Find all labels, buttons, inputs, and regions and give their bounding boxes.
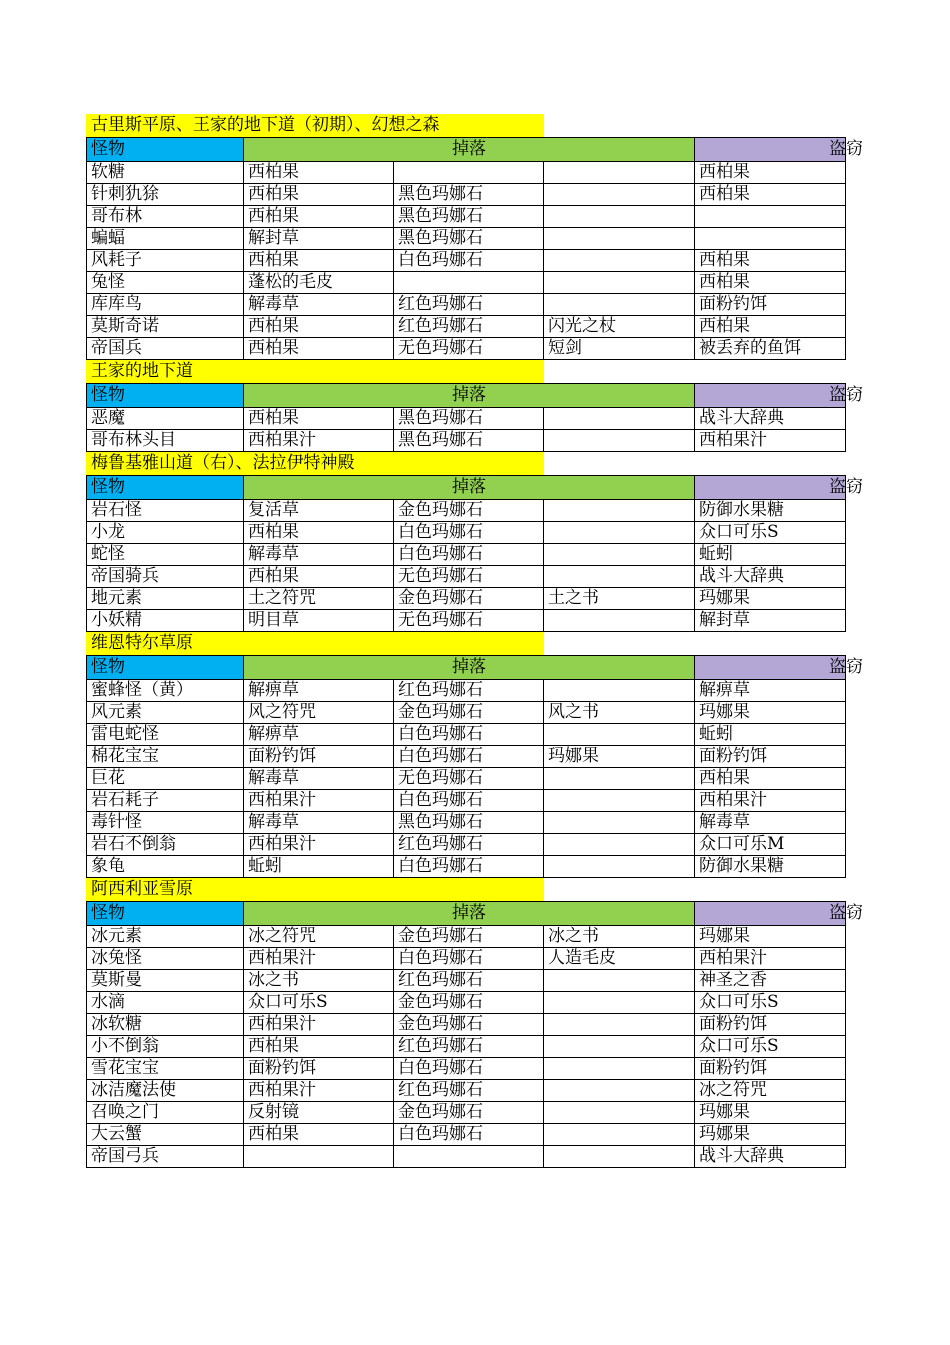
cell-drop-1[interactable]: 面粉钓饵 [244,1058,394,1080]
cell-drop-2[interactable]: 无色玛娜石 [394,338,544,360]
cell-monster[interactable]: 蛇怪 [87,544,244,566]
cell-monster[interactable]: 冰洁魔法使 [87,1080,244,1102]
cell-drop-2[interactable]: 金色玛娜石 [394,702,544,724]
cell-drop-2[interactable]: 金色玛娜石 [394,1014,544,1036]
cell-drop-1[interactable]: 风之符咒 [244,702,394,724]
cell-steal[interactable]: 解毒草 [695,812,846,834]
cell-drop-1[interactable]: 蚯蚓 [244,856,394,878]
cell-drop-1[interactable]: 冰之符咒 [244,926,394,948]
table-row [87,1080,846,1102]
cell-steal[interactable]: 蚯蚓 [695,544,846,566]
cell-drop-1[interactable]: 冰之书 [244,970,394,992]
table-row [87,1124,846,1146]
cell-drop-2[interactable]: 黑色玛娜石 [394,812,544,834]
cell-drop-3[interactable]: 短剑 [544,338,695,360]
header-steal-label: 盗窃 [829,657,864,677]
table-row [87,250,846,272]
table-row [87,992,846,1014]
header-monster[interactable]: 怪物 [87,476,244,500]
cell-monster[interactable]: 象龟 [87,856,244,878]
cell-steal[interactable]: 西柏果 [695,316,846,338]
table-row [87,588,846,610]
cell-drop-1[interactable]: 西柏果 [244,316,394,338]
cell-drop-3[interactable] [544,228,695,250]
cell-monster[interactable]: 帝国兵 [87,338,244,360]
cell-monster[interactable]: 风耗子 [87,250,244,272]
table-row [87,1058,846,1080]
table-row [87,1036,846,1058]
cell-steal[interactable]: 冰之符咒 [695,1080,846,1102]
cell-monster[interactable]: 蜜蜂怪（黄） [87,680,244,702]
cell-drop-3[interactable] [544,430,695,452]
cell-drop-3[interactable] [544,768,695,790]
header-monster[interactable]: 怪物 [87,138,244,162]
section-title-row [86,114,846,137]
cell-drop-3[interactable] [544,1058,695,1080]
cell-steal[interactable]: 解痹草 [695,680,846,702]
cell-monster[interactable]: 帝国骑兵 [87,566,244,588]
cell-drop-2[interactable]: 红色玛娜石 [394,294,544,316]
section-title-row [86,632,846,655]
cell-drop-3[interactable] [544,834,695,856]
cell-steal[interactable]: 众口可乐S [695,992,846,1014]
cell-monster[interactable]: 哥布林 [87,206,244,228]
header-drop[interactable]: 掉落 [244,656,695,680]
cell-drop-2[interactable]: 无色玛娜石 [394,610,544,632]
header-drop[interactable]: 掉落 [244,138,695,162]
table-row [87,1014,846,1036]
cell-drop-1[interactable] [244,1146,394,1168]
cell-drop-3[interactable] [544,610,695,632]
header-row [87,656,846,680]
table-row [87,184,846,206]
cell-steal[interactable]: 玛娜果 [695,702,846,724]
section-title[interactable]: 古里斯平原、王家的地下道（初期）、幻想之森 [86,114,544,137]
cell-drop-3[interactable] [544,162,695,184]
table-row [87,680,846,702]
cell-drop-3[interactable] [544,566,695,588]
cell-drop-1[interactable]: 西柏果 [244,522,394,544]
header-monster[interactable]: 怪物 [87,902,244,926]
table-row [87,610,846,632]
cell-drop-2[interactable] [394,1146,544,1168]
cell-monster[interactable]: 毒针怪 [87,812,244,834]
header-steal[interactable] [695,902,864,926]
cell-drop-2[interactable]: 黑色玛娜石 [394,206,544,228]
cell-drop-2[interactable]: 黑色玛娜石 [394,408,544,430]
cell-drop-3[interactable] [544,1036,695,1058]
cell-drop-2[interactable]: 白色玛娜石 [394,250,544,272]
cell-drop-1[interactable]: 西柏果 [244,206,394,228]
section-title-row [86,452,846,475]
cell-steal[interactable]: 西柏果 [695,272,846,294]
cell-drop-3[interactable]: 玛娜果 [544,746,695,768]
table-row [87,790,846,812]
cell-drop-3[interactable] [544,184,695,206]
cell-monster[interactable]: 雷电蛇怪 [87,724,244,746]
header-row [87,476,846,500]
monster-table [86,655,864,878]
table-row [87,294,846,316]
cell-drop-3[interactable] [544,790,695,812]
table-row [87,522,846,544]
table-row [87,724,846,746]
cell-monster[interactable]: 风元素 [87,702,244,724]
cell-drop-3[interactable]: 土之书 [544,588,695,610]
monster-table [86,475,864,632]
cell-drop-2[interactable]: 白色玛娜石 [394,1124,544,1146]
cell-drop-2[interactable]: 黑色玛娜石 [394,228,544,250]
header-steal[interactable] [695,656,864,680]
header-steal[interactable] [695,138,864,162]
cell-steal[interactable]: 被丢弃的鱼饵 [695,338,846,360]
cell-steal[interactable]: 众口可乐S [695,522,846,544]
cell-monster[interactable]: 大云蟹 [87,1124,244,1146]
header-steal-label: 盗窃 [829,139,864,159]
header-drop[interactable]: 掉落 [244,902,695,926]
table-row [87,948,846,970]
cell-drop-3[interactable] [544,724,695,746]
cell-drop-3[interactable] [544,812,695,834]
cell-monster[interactable]: 兔怪 [87,272,244,294]
cell-drop-1[interactable]: 解痹草 [244,724,394,746]
section-title[interactable]: 王家的地下道 [86,360,544,383]
table-row [87,702,846,724]
cell-steal[interactable]: 西柏果 [695,768,846,790]
cell-monster[interactable]: 巨花 [87,768,244,790]
cell-drop-3[interactable] [544,408,695,430]
cell-drop-3[interactable] [544,1102,695,1124]
cell-drop-1[interactable]: 西柏果汁 [244,948,394,970]
section-title-row [86,360,846,383]
section-title[interactable]: 维恩特尔草原 [86,632,544,655]
cell-monster[interactable]: 地元素 [87,588,244,610]
cell-monster[interactable]: 蝙蝠 [87,228,244,250]
cell-drop-3[interactable]: 冰之书 [544,926,695,948]
cell-drop-2[interactable]: 白色玛娜石 [394,790,544,812]
cell-drop-1[interactable]: 西柏果 [244,1036,394,1058]
cell-drop-2[interactable]: 白色玛娜石 [394,948,544,970]
cell-steal[interactable]: 面粉钓饵 [695,1058,846,1080]
cell-monster[interactable]: 冰软糖 [87,1014,244,1036]
cell-monster[interactable]: 棉花宝宝 [87,746,244,768]
table-row [87,544,846,566]
cell-drop-2[interactable]: 无色玛娜石 [394,768,544,790]
header-monster[interactable]: 怪物 [87,384,244,408]
cell-drop-2[interactable]: 白色玛娜石 [394,724,544,746]
cell-monster[interactable]: 岩石耗子 [87,790,244,812]
cell-drop-1[interactable]: 明目草 [244,610,394,632]
table-row [87,408,846,430]
cell-drop-1[interactable]: 西柏果汁 [244,1080,394,1102]
cell-drop-1[interactable]: 土之符咒 [244,588,394,610]
cell-drop-1[interactable]: 西柏果 [244,566,394,588]
cell-monster[interactable]: 冰兔怪 [87,948,244,970]
cell-steal[interactable]: 众口可乐S [695,1036,846,1058]
cell-steal[interactable]: 西柏果汁 [695,948,846,970]
cell-drop-3[interactable] [544,1080,695,1102]
cell-steal[interactable]: 蚯蚓 [695,724,846,746]
cell-drop-1[interactable]: 西柏果汁 [244,834,394,856]
table-row [87,566,846,588]
cell-monster[interactable]: 水滴 [87,992,244,1014]
cell-steal[interactable]: 战斗大辞典 [695,1146,846,1168]
cell-drop-1[interactable]: 西柏果 [244,162,394,184]
monster-table [86,137,864,360]
cell-drop-1[interactable]: 蓬松的毛皮 [244,272,394,294]
cell-drop-1[interactable]: 西柏果汁 [244,790,394,812]
table-row [87,1102,846,1124]
cell-drop-2[interactable]: 白色玛娜石 [394,544,544,566]
cell-drop-3[interactable] [544,992,695,1014]
table-row [87,206,846,228]
table-row [87,162,846,184]
cell-drop-1[interactable]: 西柏果汁 [244,1014,394,1036]
table-row [87,338,846,360]
cell-steal[interactable]: 众口可乐M [695,834,846,856]
cell-monster[interactable]: 哥布林头目 [87,430,244,452]
cell-monster[interactable]: 针刺犰狳 [87,184,244,206]
cell-steal[interactable]: 西柏果汁 [695,430,846,452]
cell-drop-3[interactable] [544,272,695,294]
table-row [87,926,846,948]
section [86,632,864,878]
cell-drop-1[interactable]: 西柏果 [244,408,394,430]
cell-drop-3[interactable] [544,500,695,522]
cell-steal[interactable]: 玛娜果 [695,926,846,948]
cell-steal[interactable]: 西柏果 [695,162,846,184]
cell-drop-2[interactable]: 红色玛娜石 [394,834,544,856]
cell-drop-3[interactable] [544,1146,695,1168]
table-row [87,834,846,856]
cell-drop-1[interactable]: 解痹草 [244,680,394,702]
section-title[interactable]: 阿西利亚雪原 [86,878,544,901]
cell-steal[interactable]: 解封草 [695,610,846,632]
cell-drop-2[interactable]: 白色玛娜石 [394,1058,544,1080]
cell-drop-1[interactable]: 西柏果 [244,250,394,272]
cell-monster[interactable]: 小不倒翁 [87,1036,244,1058]
cell-steal[interactable]: 玛娜果 [695,588,846,610]
cell-drop-3[interactable] [544,856,695,878]
section [86,878,864,1168]
cell-steal[interactable]: 西柏果汁 [695,790,846,812]
cell-steal[interactable]: 面粉钓饵 [695,1014,846,1036]
cell-monster[interactable]: 雪花宝宝 [87,1058,244,1080]
cell-steal[interactable]: 面粉钓饵 [695,294,846,316]
cell-monster[interactable]: 莫斯奇诺 [87,316,244,338]
table-row [87,812,846,834]
cell-drop-2[interactable]: 红色玛娜石 [394,680,544,702]
cell-drop-1[interactable]: 西柏果 [244,338,394,360]
cell-drop-1[interactable]: 复活草 [244,500,394,522]
cell-steal[interactable] [695,206,846,228]
cell-drop-2[interactable]: 红色玛娜石 [394,1080,544,1102]
cell-steal[interactable]: 玛娜果 [695,1102,846,1124]
table-row [87,1146,846,1168]
cell-drop-3[interactable]: 风之书 [544,702,695,724]
spreadsheet [86,114,864,1168]
cell-steal[interactable]: 战斗大辞典 [695,408,846,430]
header-row [87,902,846,926]
cell-drop-3[interactable] [544,250,695,272]
cell-monster[interactable]: 召唤之门 [87,1102,244,1124]
header-steal-label: 盗窃 [829,477,864,497]
cell-drop-3[interactable]: 闪光之杖 [544,316,695,338]
cell-drop-2[interactable]: 白色玛娜石 [394,522,544,544]
cell-monster[interactable]: 岩石不倒翁 [87,834,244,856]
monster-table [86,901,864,1168]
cell-steal[interactable]: 面粉钓饵 [695,746,846,768]
cell-steal[interactable]: 防御水果糖 [695,856,846,878]
cell-drop-1[interactable]: 众口可乐S [244,992,394,1014]
cell-drop-2[interactable]: 黑色玛娜石 [394,184,544,206]
section [86,360,864,452]
cell-drop-3[interactable]: 人造毛皮 [544,948,695,970]
header-monster[interactable]: 怪物 [87,656,244,680]
table-row [87,228,846,250]
cell-monster[interactable]: 帝国弓兵 [87,1146,244,1168]
cell-drop-2[interactable]: 黑色玛娜石 [394,430,544,452]
table-row [87,856,846,878]
cell-monster[interactable]: 岩石怪 [87,500,244,522]
section [86,114,864,360]
section-title-row [86,878,846,901]
cell-drop-1[interactable]: 西柏果 [244,184,394,206]
cell-drop-3[interactable] [544,294,695,316]
cell-drop-3[interactable] [544,1014,695,1036]
cell-drop-2[interactable]: 金色玛娜石 [394,992,544,1014]
cell-steal[interactable]: 神圣之香 [695,970,846,992]
cell-steal[interactable]: 西柏果 [695,250,846,272]
cell-drop-1[interactable]: 解封草 [244,228,394,250]
table-row [87,970,846,992]
cell-drop-1[interactable]: 反射镜 [244,1102,394,1124]
cell-drop-3[interactable] [544,206,695,228]
cell-steal[interactable]: 防御水果糖 [695,500,846,522]
cell-drop-2[interactable]: 金色玛娜石 [394,1102,544,1124]
cell-steal[interactable] [695,228,846,250]
header-row [87,138,846,162]
cell-drop-3[interactable] [544,544,695,566]
header-steal-label: 盗窃 [829,903,864,923]
cell-drop-1[interactable]: 解毒草 [244,768,394,790]
cell-drop-2[interactable]: 红色玛娜石 [394,316,544,338]
header-steal[interactable] [695,384,864,408]
table-row [87,316,846,338]
header-steal[interactable] [695,476,864,500]
cell-drop-1[interactable]: 面粉钓饵 [244,746,394,768]
header-row [87,384,846,408]
table-row [87,430,846,452]
cell-steal[interactable]: 战斗大辞典 [695,566,846,588]
cell-drop-1[interactable]: 解毒草 [244,294,394,316]
header-drop[interactable]: 掉落 [244,384,695,408]
cell-monster[interactable]: 恶魔 [87,408,244,430]
table-row [87,746,846,768]
cell-monster[interactable]: 小妖精 [87,610,244,632]
section [86,452,864,632]
cell-drop-2[interactable]: 白色玛娜石 [394,856,544,878]
cell-monster[interactable]: 莫斯曼 [87,970,244,992]
table-row [87,272,846,294]
cell-drop-3[interactable] [544,522,695,544]
cell-steal[interactable]: 西柏果 [695,184,846,206]
cell-drop-2[interactable]: 金色玛娜石 [394,926,544,948]
cell-drop-2[interactable]: 无色玛娜石 [394,566,544,588]
cell-drop-1[interactable]: 西柏果汁 [244,430,394,452]
cell-drop-1[interactable]: 西柏果 [244,1124,394,1146]
cell-drop-3[interactable] [544,680,695,702]
cell-drop-2[interactable]: 金色玛娜石 [394,588,544,610]
cell-drop-1[interactable]: 解毒草 [244,544,394,566]
cell-monster[interactable]: 冰元素 [87,926,244,948]
header-drop[interactable]: 掉落 [244,476,695,500]
cell-drop-2[interactable]: 红色玛娜石 [394,970,544,992]
cell-drop-2[interactable]: 红色玛娜石 [394,1036,544,1058]
cell-drop-2[interactable]: 白色玛娜石 [394,746,544,768]
cell-drop-2[interactable] [394,272,544,294]
cell-monster[interactable]: 软糖 [87,162,244,184]
cell-drop-1[interactable]: 解毒草 [244,812,394,834]
table-row [87,500,846,522]
cell-monster[interactable]: 小龙 [87,522,244,544]
monster-table [86,383,864,452]
cell-steal[interactable]: 玛娜果 [695,1124,846,1146]
cell-drop-3[interactable] [544,1124,695,1146]
cell-drop-2[interactable] [394,162,544,184]
section-title[interactable]: 梅鲁基雅山道（右）、法拉伊特神殿 [86,452,544,475]
table-row [87,768,846,790]
cell-monster[interactable]: 库库鸟 [87,294,244,316]
header-steal-label: 盗窃 [829,385,864,405]
cell-drop-3[interactable] [544,970,695,992]
cell-drop-2[interactable]: 金色玛娜石 [394,500,544,522]
